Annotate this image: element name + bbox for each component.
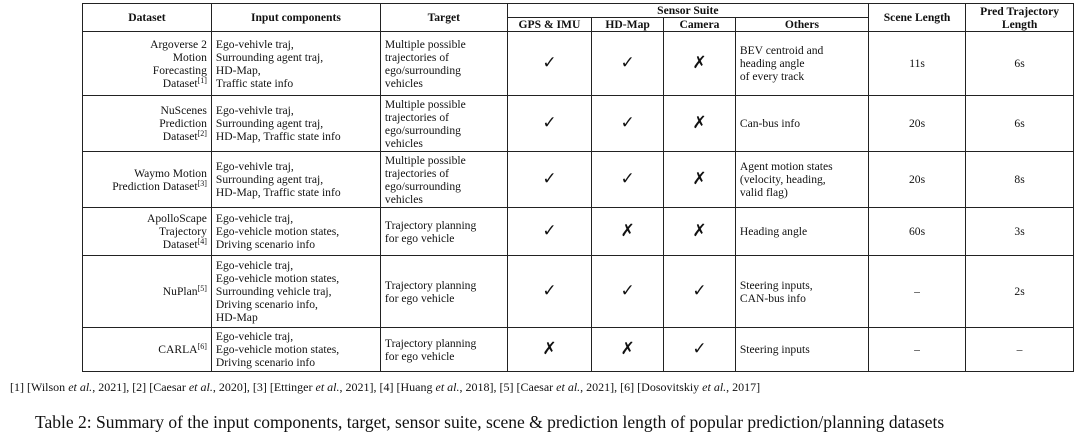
target bbox=[380, 32, 507, 96]
hdmap-cell bbox=[592, 32, 664, 96]
dataset-name-line: CARLA bbox=[158, 343, 198, 356]
cell-line: Multiple possible bbox=[384, 153, 466, 167]
footnote-year: 2021 bbox=[98, 380, 123, 394]
footnote-year: 2021 bbox=[586, 380, 611, 394]
table-row bbox=[83, 152, 1074, 208]
cell-line: Ego-vehivle traj, bbox=[215, 37, 294, 51]
dataset-name-line: Motion bbox=[172, 50, 207, 64]
cell-line: HD-Map bbox=[215, 311, 258, 324]
header-gps-imu: GPS & IMU bbox=[507, 18, 592, 32]
cell-line: Driving scenario info bbox=[215, 238, 316, 251]
footnote-year: 2018 bbox=[465, 380, 490, 394]
cell-line: vehicles bbox=[384, 136, 423, 150]
cell-line: Ego-vehicle motion states, bbox=[215, 343, 340, 356]
cell-line: Steering inputs, bbox=[739, 278, 813, 292]
header-camera: Camera bbox=[664, 18, 736, 32]
others bbox=[735, 328, 868, 372]
pred-trajectory-length: 6s bbox=[966, 32, 1074, 96]
cell-line: Ego-vehicle traj, bbox=[215, 259, 294, 272]
footnote-etal: et al. bbox=[702, 380, 727, 394]
header-target: Target bbox=[380, 4, 507, 32]
cell-line: BEV centroid and bbox=[739, 44, 824, 57]
hdmap-cell bbox=[592, 152, 664, 208]
target bbox=[380, 152, 507, 208]
cell-line: for ego vehicle bbox=[384, 349, 455, 363]
dataset-name bbox=[83, 32, 212, 96]
cell-line: Traffic state info bbox=[215, 76, 294, 90]
cell-line: Driving scenario info bbox=[215, 356, 316, 369]
dataset-name bbox=[83, 256, 212, 328]
dataset-name-line: Argoverse 2 bbox=[150, 37, 207, 51]
table-body bbox=[83, 32, 1074, 372]
citation-ref: [5] bbox=[197, 284, 207, 293]
cell-line: Ego-vehicle traj, bbox=[215, 330, 294, 343]
input-components bbox=[211, 96, 380, 152]
gps-cell bbox=[507, 208, 592, 256]
footnote-num: [2] bbox=[132, 380, 147, 394]
cell-line: Trajectory planning bbox=[384, 336, 477, 350]
pred-trajectory-length: 2s bbox=[966, 256, 1074, 328]
dataset-name-line: ApolloScape bbox=[147, 212, 207, 225]
cell-line: Driving scenario info, bbox=[215, 298, 318, 311]
dataset-name-line: Dataset bbox=[162, 76, 198, 90]
scene-length: 20s bbox=[868, 152, 965, 208]
cell-line: Trajectory planning bbox=[384, 278, 477, 292]
header-hd-map: HD-Map bbox=[592, 18, 664, 32]
cell-line: trajectories of bbox=[384, 166, 449, 180]
footnote-num: [4] bbox=[379, 380, 394, 394]
citation-ref: [2] bbox=[197, 129, 207, 138]
target bbox=[380, 328, 507, 372]
camera-cell bbox=[664, 328, 736, 372]
pred-trajectory-length: – bbox=[966, 328, 1074, 372]
others bbox=[735, 256, 868, 328]
cell-line: Agent motion states bbox=[739, 160, 833, 173]
dataset-name bbox=[83, 152, 212, 208]
cell-line: Multiple possible bbox=[384, 37, 466, 51]
footnote-num: [6] bbox=[620, 380, 635, 394]
header-input-components: Input components bbox=[211, 4, 380, 32]
input-components bbox=[211, 256, 380, 328]
cell-line: for ego vehicle bbox=[384, 291, 455, 305]
cell-line: Ego-vehicle motion states, bbox=[215, 225, 340, 238]
cross-icon: ✗ bbox=[620, 220, 635, 241]
table-row bbox=[83, 96, 1074, 152]
citation-ref: [6] bbox=[197, 342, 207, 351]
hdmap-cell bbox=[592, 328, 664, 372]
footnote-author: Dosovitskiy bbox=[641, 380, 700, 394]
dataset-name-line: Waymo Motion bbox=[134, 166, 207, 180]
check-icon: ✓ bbox=[542, 280, 557, 301]
cell-line: for ego vehicle bbox=[384, 231, 455, 245]
dataset-name bbox=[83, 328, 212, 372]
cross-icon: ✗ bbox=[692, 220, 707, 241]
cell-line: Surrounding vehicle traj, bbox=[215, 285, 332, 298]
footnote-etal: et al. bbox=[435, 380, 460, 394]
check-icon: ✓ bbox=[542, 52, 557, 73]
check-icon: ✓ bbox=[620, 280, 635, 301]
cross-icon: ✗ bbox=[620, 338, 635, 359]
check-icon: ✓ bbox=[620, 112, 635, 133]
scene-length: – bbox=[868, 256, 965, 328]
footnote-etal: et al. bbox=[556, 380, 581, 394]
footnote-ref: [5] [Caesar et al., 2021] bbox=[499, 380, 615, 394]
gps-cell bbox=[507, 96, 592, 152]
cell-line: ego/surrounding bbox=[384, 123, 461, 137]
cross-icon: ✗ bbox=[692, 112, 707, 133]
others bbox=[735, 32, 868, 96]
header-dataset: Dataset bbox=[83, 4, 212, 32]
citation-ref: [4] bbox=[197, 237, 207, 246]
header-pred-line1: Pred Trajectory bbox=[980, 4, 1060, 18]
check-icon: ✓ bbox=[542, 220, 557, 241]
cell-line: Heading angle bbox=[739, 225, 808, 238]
target bbox=[380, 208, 507, 256]
cell-line: vehicles bbox=[384, 76, 423, 90]
table-row bbox=[83, 328, 1074, 372]
cell-line: Ego-vehivle traj, bbox=[215, 104, 294, 117]
camera-cell bbox=[664, 32, 736, 96]
gps-cell bbox=[507, 328, 592, 372]
footnote-num: [1] bbox=[10, 380, 24, 394]
footnote-etal: et al. bbox=[315, 380, 340, 394]
target bbox=[380, 96, 507, 152]
scene-length: 11s bbox=[868, 32, 965, 96]
cell-line: (velocity, heading, bbox=[739, 173, 826, 186]
camera-cell bbox=[664, 256, 736, 328]
input-components bbox=[211, 328, 380, 372]
footnote-author: Huang bbox=[400, 380, 433, 394]
pred-trajectory-length: 6s bbox=[966, 96, 1074, 152]
cell-line: Ego-vehicle traj, bbox=[215, 212, 294, 225]
footnote-year: 2020 bbox=[218, 380, 243, 394]
table-row bbox=[83, 32, 1074, 96]
others bbox=[735, 208, 868, 256]
footnote-num: [3] bbox=[252, 380, 267, 394]
input-components bbox=[211, 208, 380, 256]
check-icon: ✓ bbox=[620, 52, 635, 73]
footnote-author: Caesar bbox=[520, 380, 554, 394]
dataset-name-line: Trajectory bbox=[159, 225, 207, 238]
cell-line: Steering inputs bbox=[739, 343, 810, 356]
header-pred-trajectory-length bbox=[966, 4, 1074, 32]
cell-line: Ego-vehicle motion states, bbox=[215, 272, 340, 285]
dataset-name-line: NuPlan bbox=[162, 285, 198, 298]
scene-length: 60s bbox=[868, 208, 965, 256]
dataset-name-line: Prediction bbox=[159, 117, 207, 130]
citation-ref: [3] bbox=[197, 178, 207, 188]
footnote-etal: et al. bbox=[188, 380, 213, 394]
table-caption: Table 2: Summary of the input components, target, sensor suite, scene & prediction length of popular prediction/planning datasets bbox=[35, 412, 945, 432]
scene-length: – bbox=[868, 328, 965, 372]
footnote-ref: [6] [Dosovitskiy et al., 2017] bbox=[620, 380, 761, 394]
cell-line: trajectories of bbox=[384, 110, 449, 124]
dataset-name-line: Dataset bbox=[162, 130, 198, 143]
dataset-name bbox=[83, 96, 212, 152]
cell-line: heading angle bbox=[739, 57, 805, 70]
check-icon: ✓ bbox=[542, 168, 557, 189]
check-icon: ✓ bbox=[620, 168, 635, 189]
footnote-ref: [1] [Wilson et al., 2021] bbox=[10, 380, 127, 394]
footnote-year: 2021 bbox=[345, 380, 370, 394]
cell-line: Trajectory planning bbox=[384, 218, 477, 232]
dataset-name bbox=[83, 208, 212, 256]
input-components bbox=[211, 32, 380, 96]
cell-line: ego/surrounding bbox=[384, 63, 461, 77]
camera-cell bbox=[664, 208, 736, 256]
hdmap-cell bbox=[592, 96, 664, 152]
cell-line: of every track bbox=[739, 70, 805, 83]
cell-line: Can-bus info bbox=[739, 117, 801, 130]
input-components bbox=[211, 152, 380, 208]
cell-line: ego/surrounding bbox=[384, 179, 461, 193]
cell-line: Ego-vehivle traj, bbox=[215, 160, 294, 173]
check-icon: ✓ bbox=[692, 280, 707, 301]
header-scene-length: Scene Length bbox=[868, 4, 965, 32]
cell-line: Surrounding agent traj, bbox=[215, 173, 324, 186]
check-icon: ✓ bbox=[692, 338, 707, 359]
dataset-name-line: NuScenes bbox=[160, 104, 207, 117]
header-sensor-suite: Sensor Suite bbox=[507, 4, 868, 18]
cell-line: CAN-bus info bbox=[739, 291, 806, 305]
table-row bbox=[83, 208, 1074, 256]
footnote-ref: [3] [Ettinger et al., 2021] bbox=[252, 380, 374, 394]
scene-length: 20s bbox=[868, 96, 965, 152]
datasets-table bbox=[82, 3, 1074, 372]
gps-cell bbox=[507, 256, 592, 328]
camera-cell bbox=[664, 152, 736, 208]
hdmap-cell bbox=[592, 256, 664, 328]
cell-line: valid flag) bbox=[739, 186, 788, 199]
cross-icon: ✗ bbox=[692, 52, 707, 73]
others bbox=[735, 152, 868, 208]
gps-cell bbox=[507, 152, 592, 208]
table-row bbox=[83, 256, 1074, 328]
footnote-etal: et al. bbox=[68, 380, 93, 394]
footnote-author: Ettinger bbox=[273, 380, 313, 394]
citation-ref: [1] bbox=[197, 75, 207, 85]
others bbox=[735, 96, 868, 152]
check-icon: ✓ bbox=[542, 112, 557, 133]
header-pred-line2: Length bbox=[1001, 17, 1038, 31]
cell-line: Surrounding agent traj, bbox=[215, 117, 324, 130]
dataset-name-line: Prediction Dataset bbox=[112, 179, 198, 193]
camera-cell bbox=[664, 96, 736, 152]
cell-line: vehicles bbox=[384, 192, 423, 206]
footnote-author: Caesar bbox=[153, 380, 186, 394]
footnote-ref: [4] [Huang et al., 2018] bbox=[379, 380, 494, 394]
pred-trajectory-length: 8s bbox=[966, 152, 1074, 208]
footnote-author: Wilson bbox=[31, 380, 66, 394]
header-others: Others bbox=[735, 18, 868, 32]
dataset-name-line: Forecasting bbox=[152, 63, 207, 77]
cell-line: trajectories of bbox=[384, 50, 449, 64]
cell-line: HD-Map, bbox=[215, 63, 261, 77]
footnote-references: [1] [Wilson et al., 2021], [2] [Caesar et al., 2020], [3] [Ettinger et al., 2021], [4] [Huang et al., 2018], [5] [Caesar et al., 2021], [6] [Dosovitskiy et al., 2017] bbox=[10, 380, 761, 394]
cross-icon: ✗ bbox=[692, 168, 707, 189]
hdmap-cell bbox=[592, 208, 664, 256]
cross-icon: ✗ bbox=[542, 338, 557, 359]
cell-line: Multiple possible bbox=[384, 97, 466, 111]
footnote-ref: [2] [Caesar et al., 2020] bbox=[132, 380, 247, 394]
gps-cell bbox=[507, 32, 592, 96]
cell-line: HD-Map, Traffic state info bbox=[215, 186, 341, 199]
pred-trajectory-length: 3s bbox=[966, 208, 1074, 256]
footnote-year: 2017 bbox=[732, 380, 757, 394]
target bbox=[380, 256, 507, 328]
cell-line: HD-Map, Traffic state info bbox=[215, 130, 341, 143]
footnote-num: [5] bbox=[499, 380, 514, 394]
cell-line: Surrounding agent traj, bbox=[215, 50, 324, 64]
dataset-name-line: Dataset bbox=[162, 238, 198, 251]
